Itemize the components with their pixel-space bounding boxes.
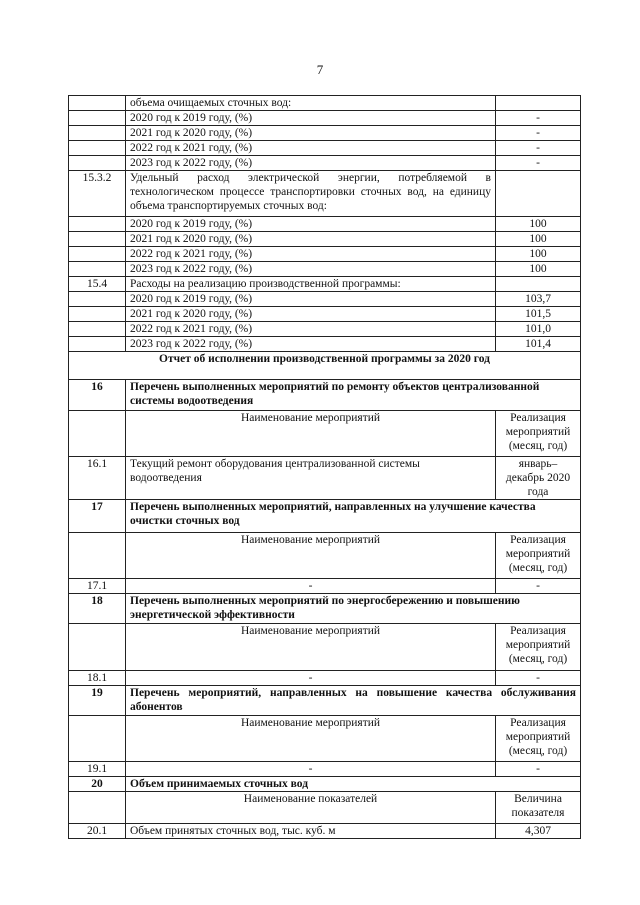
- table-row: [69, 457, 581, 500]
- section-title: Объем принимаемых сточных вод: [126, 777, 581, 792]
- column-header-name: Наименование мероприятий: [126, 533, 496, 579]
- section-number: 17: [69, 500, 126, 533]
- row-value: 101,5: [496, 307, 581, 322]
- section-title: Перечень выполненных мероприятий по энергосбережению и повышению энергетической эффективности: [126, 594, 581, 624]
- column-header-row: [69, 792, 581, 824]
- table-row: [69, 824, 581, 839]
- row-number: [69, 96, 126, 111]
- section-number: 20: [69, 777, 126, 792]
- column-header-name: Наименование мероприятий: [126, 411, 496, 457]
- column-header-row: [69, 411, 581, 457]
- row-number: [69, 111, 126, 126]
- row-number: [69, 307, 126, 322]
- row-text: Удельный расход электрической энергии, потребляемой в технологическом процессе транспортировки сточных вод, на единицу объема транспортируемых сточных вод:: [126, 171, 496, 217]
- table-row: [69, 337, 581, 352]
- column-header-value: Реализация мероприятий (месяц, год): [496, 624, 581, 671]
- row-text: 2021 год к 2020 году, (%): [126, 126, 496, 141]
- table-row: [69, 171, 581, 217]
- row-value: 100: [496, 247, 581, 262]
- row-value: -: [496, 671, 581, 686]
- column-header-row: [69, 624, 581, 671]
- column-header-value: Реализация мероприятий (месяц, год): [496, 716, 581, 762]
- table-row: [69, 126, 581, 141]
- row-value: 101,0: [496, 322, 581, 337]
- row-value: -: [496, 579, 581, 594]
- section-title: Перечень мероприятий, направленных на повышение качества обслуживания абонентов: [126, 686, 581, 716]
- row-number: 15.4: [69, 277, 126, 292]
- table-row: [69, 96, 581, 111]
- section-title: Перечень выполненных мероприятий по ремонту объектов централизованной системы водоотведения: [126, 380, 581, 411]
- row-number: [69, 322, 126, 337]
- column-header-name: Наименование мероприятий: [126, 716, 496, 762]
- report-title-row: [69, 352, 581, 380]
- row-value: -: [496, 141, 581, 156]
- column-header-value: Реализация мероприятий (месяц, год): [496, 411, 581, 457]
- row-number: 15.3.2: [69, 171, 126, 217]
- row-number: [69, 156, 126, 171]
- table-row: [69, 111, 581, 126]
- row-value: 100: [496, 232, 581, 247]
- column-header-row: [69, 716, 581, 762]
- table-row: [69, 247, 581, 262]
- row-value: [496, 96, 581, 111]
- section-title: Перечень выполненных мероприятий, направленных на улучшение качества очистки сточных вод: [126, 500, 581, 533]
- row-value: [496, 277, 581, 292]
- section-number: 16: [69, 380, 126, 411]
- row-text: Расходы на реализацию производственной программы:: [126, 277, 496, 292]
- row-text: 2023 год к 2022 году, (%): [126, 337, 496, 352]
- row-text: 2020 год к 2019 году, (%): [126, 217, 496, 232]
- table-row: [69, 307, 581, 322]
- row-value: 103,7: [496, 292, 581, 307]
- section-number: 18: [69, 594, 126, 624]
- table-row: [69, 322, 581, 337]
- row-value: -: [496, 126, 581, 141]
- row-number: [69, 262, 126, 277]
- row-text: 2021 год к 2020 году, (%): [126, 307, 496, 322]
- table-row: [69, 156, 581, 171]
- row-number: [69, 141, 126, 156]
- row-value: 100: [496, 217, 581, 232]
- row-number: [69, 217, 126, 232]
- row-number: 17.1: [69, 579, 126, 594]
- row-text: 2021 год к 2020 году, (%): [126, 232, 496, 247]
- row-value: 100: [496, 262, 581, 277]
- row-number: [69, 337, 126, 352]
- row-text: 2022 год к 2021 году, (%): [126, 322, 496, 337]
- section-header-18: [69, 594, 581, 624]
- row-text: Объем принятых сточных вод, тыс. куб. м: [126, 824, 496, 839]
- row-text: 2023 год к 2022 году, (%): [126, 262, 496, 277]
- table-row: [69, 232, 581, 247]
- section-header-19: [69, 686, 581, 716]
- row-value: [496, 171, 581, 217]
- row-text: 2020 год к 2019 году, (%): [126, 111, 496, 126]
- table-row: [69, 579, 581, 594]
- section-header-16: [69, 380, 581, 411]
- report-title: Отчет об исполнении производственной программы за 2020 год: [69, 352, 581, 380]
- table-row: [69, 762, 581, 777]
- row-text: объема очищаемых сточных вод:: [126, 96, 496, 111]
- table-row: [69, 292, 581, 307]
- column-header-name: Наименование показателей: [126, 792, 496, 824]
- row-value: 101,4: [496, 337, 581, 352]
- row-text: Текущий ремонт оборудования централизованной системы водоотведения: [126, 457, 496, 500]
- row-value: 4,307: [496, 824, 581, 839]
- row-text: 2022 год к 2021 году, (%): [126, 141, 496, 156]
- section-header-17: [69, 500, 581, 533]
- row-value: -: [496, 762, 581, 777]
- row-value: -: [496, 156, 581, 171]
- row-number: 20.1: [69, 824, 126, 839]
- row-number: [69, 247, 126, 262]
- row-number: [69, 292, 126, 307]
- row-value: январь–декабрь 2020 года: [496, 457, 581, 500]
- row-number: [69, 126, 126, 141]
- column-header-name: Наименование мероприятий: [126, 624, 496, 671]
- row-number: [69, 232, 126, 247]
- column-header-value: Реализация мероприятий (месяц, год): [496, 533, 581, 579]
- row-text: -: [126, 762, 496, 777]
- section-number: 19: [69, 686, 126, 716]
- row-number: 16.1: [69, 457, 126, 500]
- row-text: -: [126, 579, 496, 594]
- column-header-value: Величина показателя: [496, 792, 581, 824]
- row-number: 19.1: [69, 762, 126, 777]
- table-row: [69, 262, 581, 277]
- table-row: [69, 217, 581, 232]
- row-text: 2023 год к 2022 году, (%): [126, 156, 496, 171]
- table-row: [69, 277, 581, 292]
- column-header-row: [69, 533, 581, 579]
- row-text: 2020 год к 2019 году, (%): [126, 292, 496, 307]
- section-header-20: [69, 777, 581, 792]
- row-value: -: [496, 111, 581, 126]
- table-row: [69, 671, 581, 686]
- row-text: 2022 год к 2021 году, (%): [126, 247, 496, 262]
- page-number: 7: [316, 62, 324, 77]
- row-text: -: [126, 671, 496, 686]
- table-row: [69, 141, 581, 156]
- program-table: [68, 95, 581, 839]
- row-number: 18.1: [69, 671, 126, 686]
